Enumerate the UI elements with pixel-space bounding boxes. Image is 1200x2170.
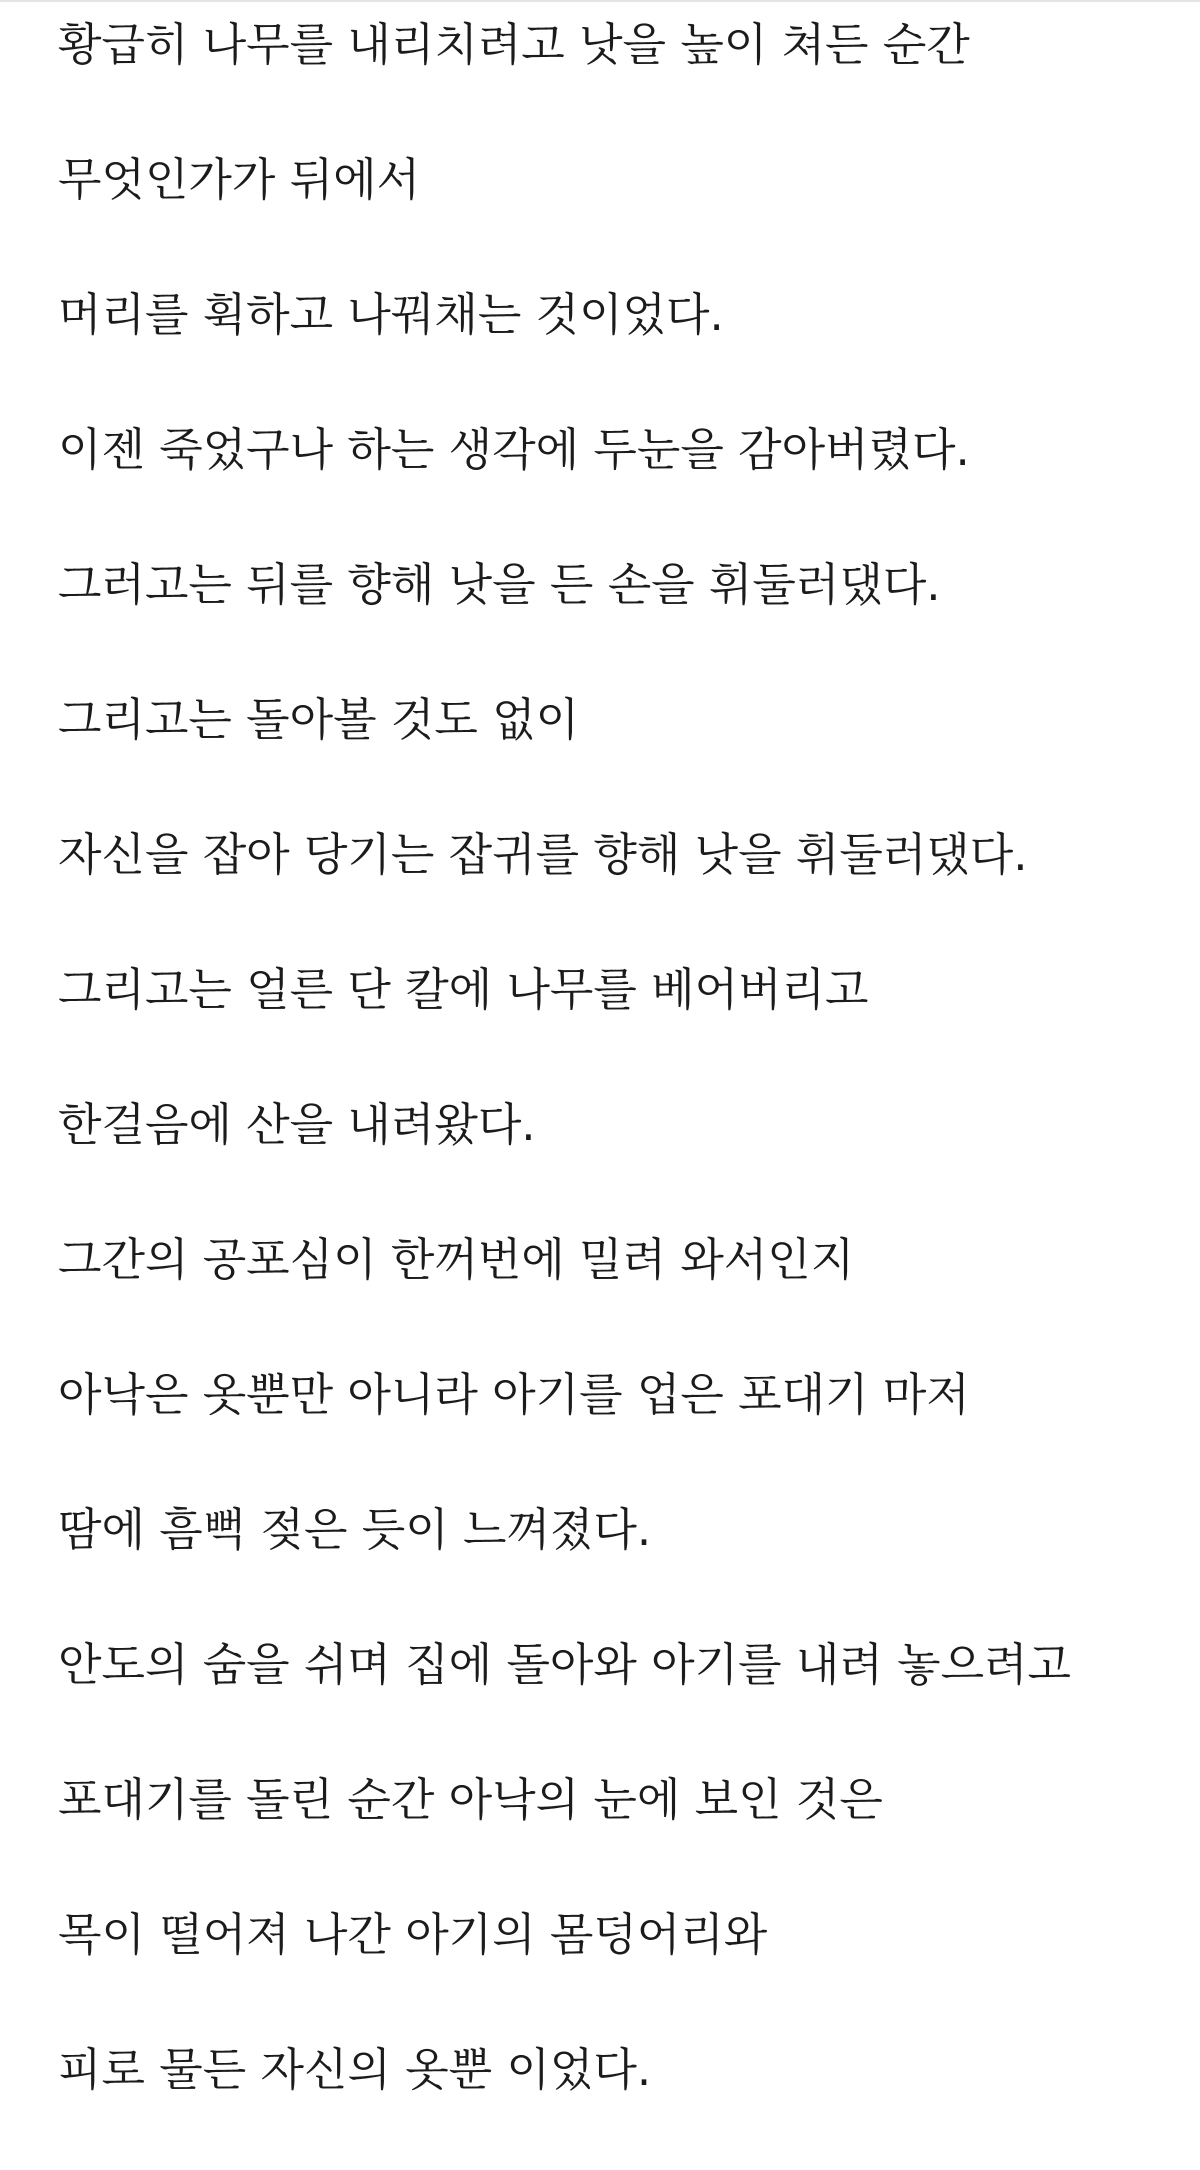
story-line: 황급히 나무를 내리치려고 낫을 높이 쳐든 순간 bbox=[58, 18, 970, 71]
story-line: 아낙은 옷뿐만 아니라 아기를 업은 포대기 마저 bbox=[58, 1368, 970, 1421]
story-line: 피로 물든 자신의 옷뿐 이었다. bbox=[58, 2043, 652, 2096]
story-line: 목이 떨어져 나간 아기의 몸덩어리와 bbox=[58, 1908, 768, 1961]
story-line: 자신을 잡아 당기는 잡귀를 향해 낫을 휘둘러댔다. bbox=[58, 828, 1028, 881]
story-line: 포대기를 돌린 순간 아낙의 눈에 보인 것은 bbox=[58, 1773, 883, 1826]
story-line: 그리고는 얼른 단 칼에 나무를 베어버리고 bbox=[58, 963, 869, 1016]
story-text bbox=[58, 10, 1178, 2170]
story-line: 땀에 흠뻑 젖은 듯이 느껴졌다. bbox=[58, 1503, 652, 1556]
story-line: 그리고는 돌아볼 것도 없이 bbox=[58, 693, 580, 746]
story-line: 이젠 죽었구나 하는 생각에 두눈을 감아버렸다. bbox=[58, 423, 970, 476]
story-line: 그간의 공포심이 한꺼번에 밀려 와서인지 bbox=[58, 1233, 855, 1286]
top-divider bbox=[0, 0, 1200, 2]
story-line: 머리를 휙하고 나꿔채는 것이었다. bbox=[58, 288, 724, 341]
story-line: 안도의 숨을 쉬며 집에 돌아와 아기를 내려 놓으려고 bbox=[58, 1638, 1072, 1691]
story-line: 그러고는 뒤를 향해 낫을 든 손을 휘둘러댔다. bbox=[58, 558, 941, 611]
story-line: 한걸음에 산을 내려왔다. bbox=[58, 1098, 536, 1151]
story-line: 무엇인가가 뒤에서 bbox=[58, 153, 421, 206]
